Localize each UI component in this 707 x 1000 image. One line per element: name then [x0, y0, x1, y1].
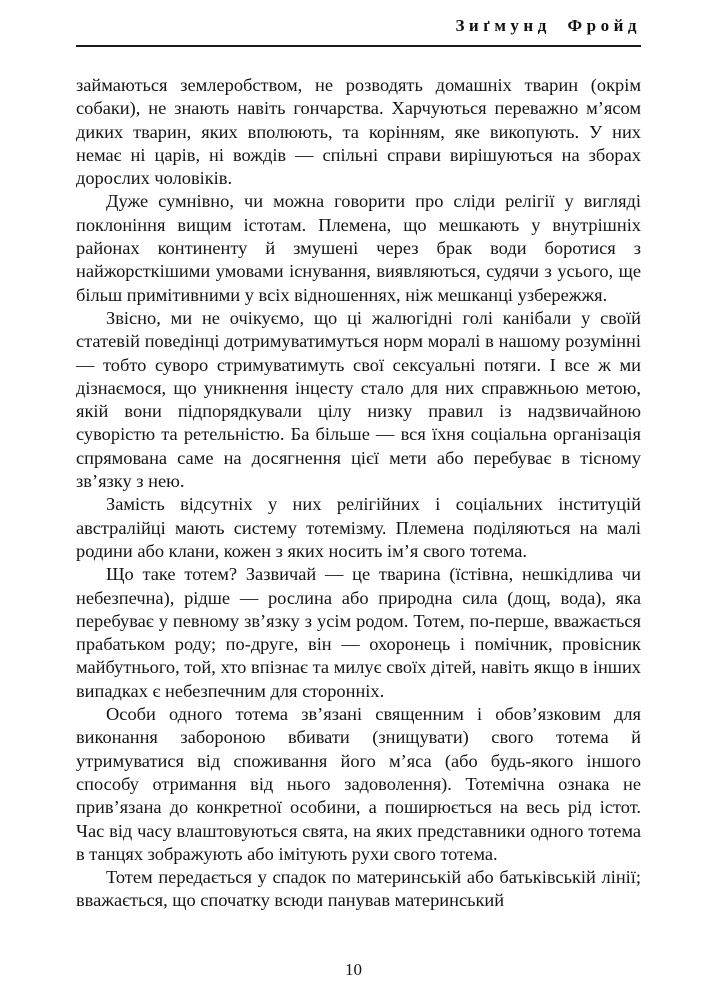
paragraph: Що таке тотем? Зазвичай — це тварина (їстівна, нешкідлива чи небезпечна), рідше — рослина або природна сила (дощ, вода), яка перебуває у певному зв’язку з усім родом. Тотем, по-перше, вважається прабатьком роду; по-друге, він — охоронець і помічник, провісник майбутнього, той, хто впізнає та милує своїх дітей, навіть якщо в інших випадках є небезпечним для сторонніх.	[76, 564, 641, 701]
paragraph: Дуже сумнівно, чи можна говорити про сліди релігії у вигляді поклоніння вищим істотам. Племена, що мешкають у внутрішніх районах континенту й змушені через брак води боротися з найжорсткішими умовами існування, виявляються, судячи з усього, ще більш примітивними у всіх відношеннях, ніж мешканці узбережжя.	[76, 191, 641, 305]
running-header	[76, 0, 641, 36]
paragraph: Тотем передається у спадок по материнській або батьківській лінії; вважається, що спочатку всюди панував материнський	[76, 867, 641, 911]
page-number: 10	[345, 960, 362, 979]
paragraph: Замість відсутніх у них релігійних і соціальних інституцій австралійці мають систему тотемізму. Племена поділяються на малі родини або клани, кожен з яких носить ім’я свого тотема.	[76, 494, 641, 561]
paragraph: Звісно, ми не очікуємо, що ці жалюгідні голі канібали у своїй статевій поведінці дотримуватимуться норм моралі в нашому розумінні — тобто суворо стримуватимуть свої сексуальні потяги. І все ж ми дізнаємося, що уникнення інцесту стало для них справжньою метою, якій вони підпорядкували цілу низку правил із надзвичайною суворістю та ретельністю. Ба більше — вся їхня соціальна організація спрямована саме на досягнення цієї мети або перебуває в тісному зв’язку з нею.	[76, 307, 641, 492]
paragraph: Особи одного тотема зв’язані священним і обов’язковим для виконання забороною вбивати (знищувати) свого тотема й утримуватися від споживання його м’яса (або будь-якого іншого способу отримання від нього задоволення). Тотемічна ознака не прив’язана до конкретної особини, а поширюється на весь рід істот. Час від часу влаштовуються свята, на яких представники одного тотема в танцях зображують або імітують рухи свого тотема.	[76, 704, 641, 864]
author-name: Зиґмунд Фройд	[455, 16, 641, 35]
page-body	[76, 74, 641, 913]
header-rule	[76, 45, 641, 47]
paragraph: займаються землеробством, не розводять домашніх тварин (окрім собаки), не знають навіть гончарства. Харчуються переважно м’ясом диких тварин, яких вполюють, та корінням, яке викопують. У них немає ні царів, ні вождів — спільні справи вирішуються на зборах дорослих чоловіків.	[76, 75, 641, 189]
